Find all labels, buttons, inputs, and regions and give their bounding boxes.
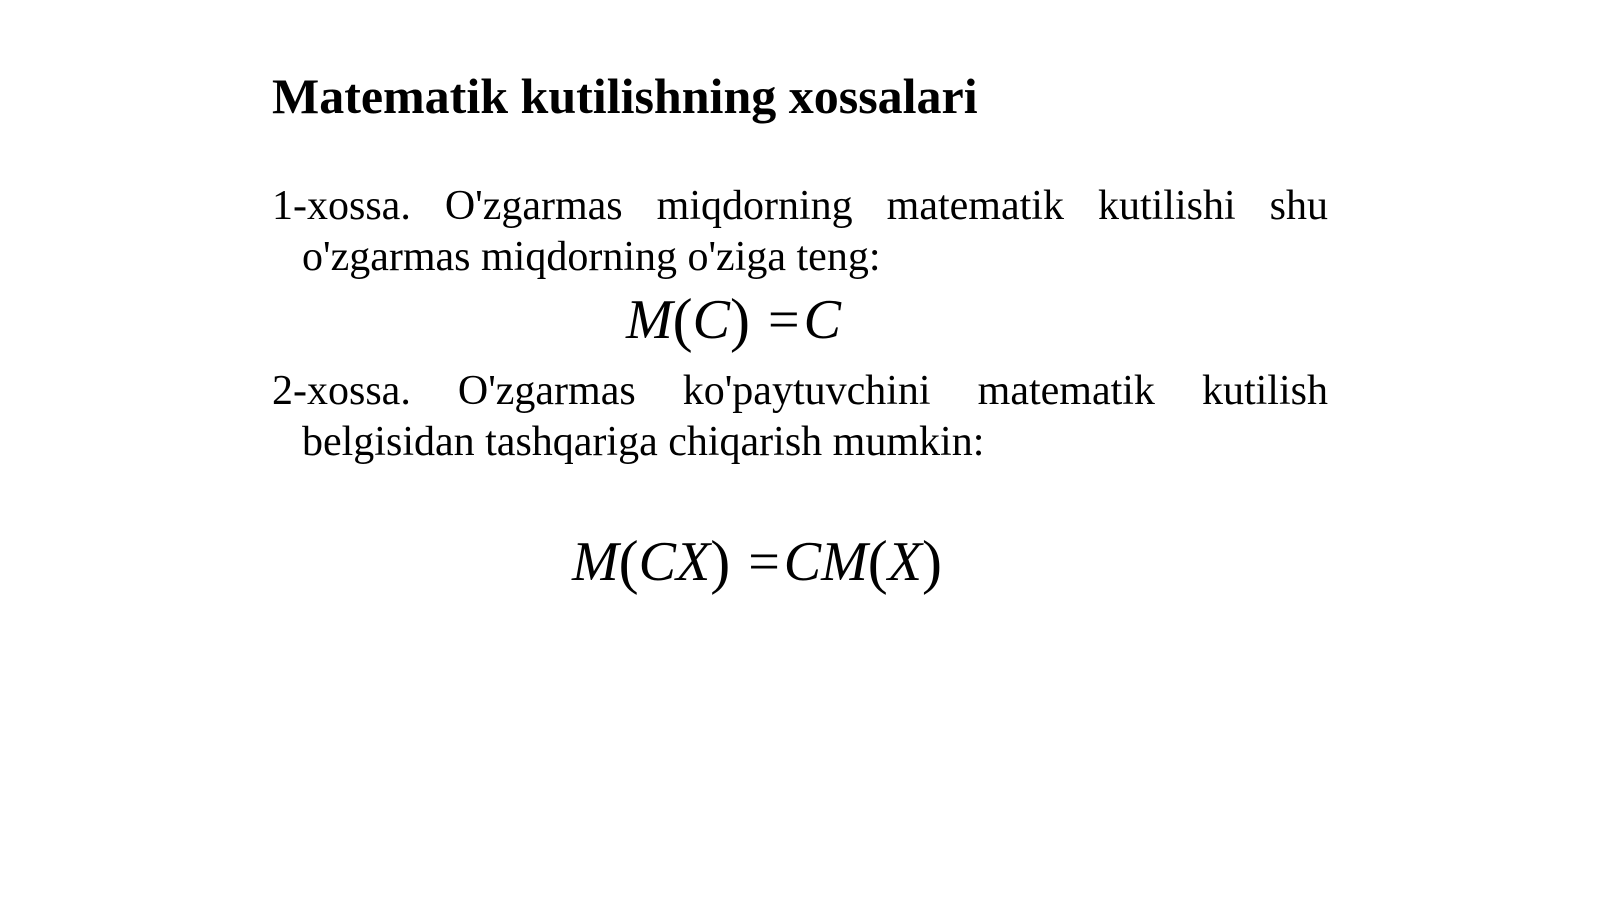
formula-1-lhs-open: (: [672, 287, 693, 353]
formula-2-lhs-close: ): [710, 529, 731, 595]
formula-1: [626, 287, 841, 353]
formula-1-lhs-arg: C: [692, 289, 730, 351]
formula-2-rhs-close: ): [921, 529, 942, 595]
formula-2-lhs-func: M: [572, 531, 619, 593]
formula-2: [572, 529, 942, 595]
formula-1-equals: =: [767, 289, 800, 351]
formula-2-rhs-arg: X: [887, 531, 922, 593]
formula-1-rhs: C: [803, 289, 841, 351]
formula-2-rhs-open: (: [867, 529, 888, 595]
slide-title: Matematik kutilishning xossalari: [272, 68, 978, 124]
property-1-text: 1-xossa. O'zgarmas miqdorning matematik kutilishi shu o'zgarmas miqdorning o'ziga teng:: [272, 183, 1328, 280]
formula-2-equals: =: [748, 531, 780, 593]
formula-1-lhs-close: ): [730, 287, 750, 353]
formula-2-rhs-const: CM: [783, 531, 868, 593]
property-2-text: 2-xossa. O'zgarmas ko'paytuvchini matematik kutilish belgisidan tashqariga chiqarish mumkin:: [272, 368, 1328, 465]
formula-2-lhs-open: (: [618, 529, 639, 595]
formula-1-lhs-func: M: [626, 289, 673, 351]
formula-2-lhs-arg: CX: [638, 531, 711, 593]
